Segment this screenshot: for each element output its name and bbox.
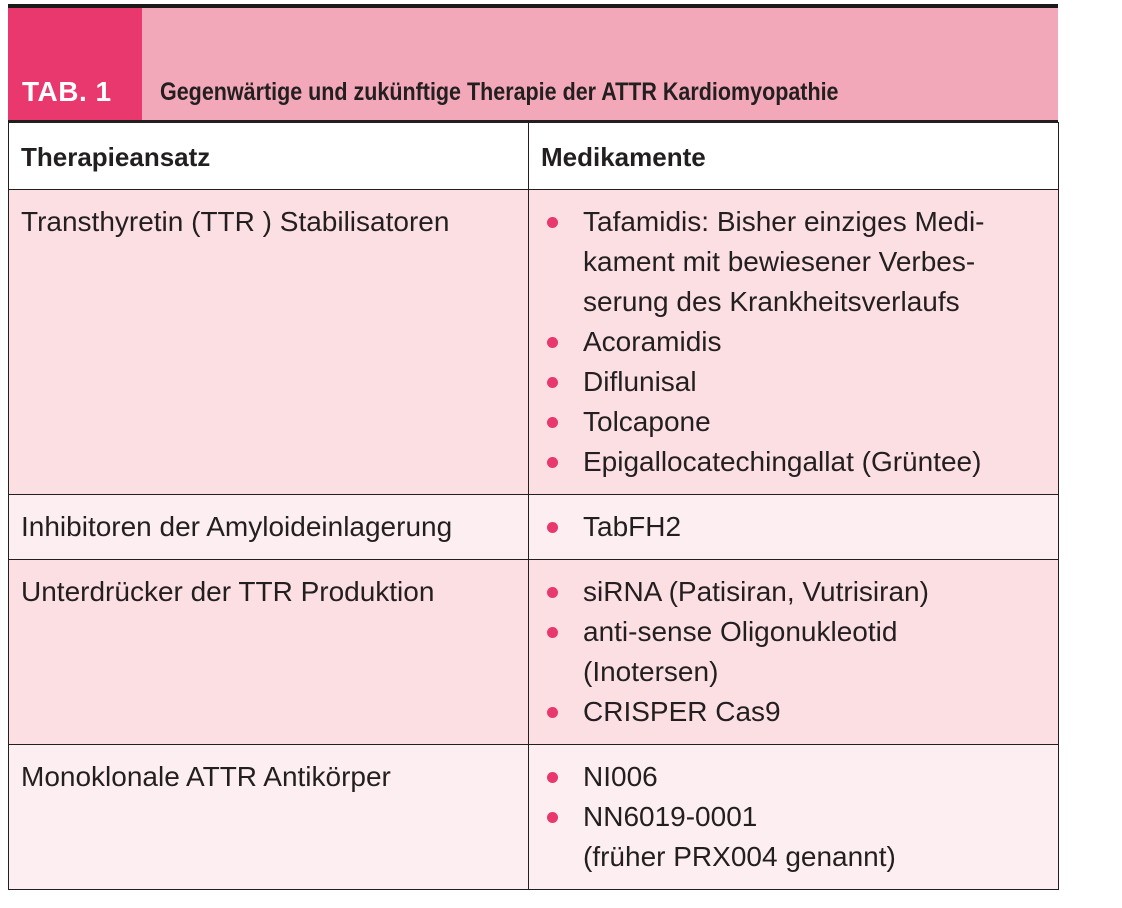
bullet-icon xyxy=(547,812,558,823)
bullet-icon xyxy=(547,707,558,718)
medication-text: siRNA (Patisiran, Vutrisiran) xyxy=(583,576,929,607)
medication-cell xyxy=(529,495,1059,560)
table-row xyxy=(9,560,1059,745)
medication-item xyxy=(541,757,1046,797)
medication-list xyxy=(541,572,1046,732)
header-therapieansatz: Therapieansatz xyxy=(9,123,529,190)
bullet-icon xyxy=(547,772,558,783)
bullet-icon xyxy=(547,217,558,228)
medication-item xyxy=(541,402,1046,442)
medication-text: Epigallocatechingallat (Grüntee) xyxy=(583,446,982,477)
table-row xyxy=(9,495,1059,560)
medication-item xyxy=(541,442,1046,482)
table-row xyxy=(9,745,1059,890)
medication-cell xyxy=(529,560,1059,745)
medication-cell xyxy=(529,190,1059,495)
bullet-icon xyxy=(547,457,558,468)
medication-list xyxy=(541,202,1046,482)
bullet-icon xyxy=(547,377,558,388)
medication-text: NN6019-0001 (früher PRX004 genannt) xyxy=(583,801,896,872)
medication-item xyxy=(541,692,1046,732)
medication-item xyxy=(541,507,1046,547)
medication-text: Tafamidis: Bisher einziges Medi- kament mit bewiesener Verbes- serung des Krankheitsverlaufs xyxy=(583,206,985,317)
therapy-approach-cell: Unterdrücker der TTR Produktion xyxy=(9,560,529,745)
table-title: Gegenwärtige und zukünftige Therapie der ATTR Kardiomyopathie xyxy=(160,78,839,106)
therapy-approach-cell: Monoklonale ATTR Antikörper xyxy=(9,745,529,890)
bullet-icon xyxy=(547,587,558,598)
therapy-approach-cell: Inhibitoren der Amyloideinlagerung xyxy=(9,495,529,560)
table-row xyxy=(9,190,1059,495)
medication-item xyxy=(541,322,1046,362)
medication-cell xyxy=(529,745,1059,890)
bullet-icon xyxy=(547,417,558,428)
table-title-bar xyxy=(8,4,1058,122)
medication-list xyxy=(541,507,1046,547)
medication-text: CRISPER Cas9 xyxy=(583,696,781,727)
medication-text: Acoramidis xyxy=(583,326,722,357)
medication-item xyxy=(541,572,1046,612)
header-row xyxy=(9,123,1059,190)
medication-item xyxy=(541,797,1046,877)
title-divider xyxy=(8,120,1058,122)
bullet-icon xyxy=(547,627,558,638)
table-number-badge xyxy=(8,8,142,122)
medication-text: anti-sense Oligonukleotid (Inotersen) xyxy=(583,616,898,687)
table-body xyxy=(9,190,1059,890)
medication-item xyxy=(541,362,1046,402)
bullet-icon xyxy=(547,522,558,533)
medication-text: Diflunisal xyxy=(583,366,697,397)
table-number: TAB. 1 xyxy=(22,76,112,107)
table-figure xyxy=(8,4,1058,890)
header-medikamente: Medikamente xyxy=(529,123,1059,190)
therapy-table xyxy=(8,122,1059,890)
medication-item xyxy=(541,612,1046,692)
medication-text: NI006 xyxy=(583,761,658,792)
medication-text: Tolcapone xyxy=(583,406,711,437)
medication-text: TabFH2 xyxy=(583,511,682,542)
medication-list xyxy=(541,757,1046,877)
bullet-icon xyxy=(547,337,558,348)
therapy-approach-cell: Transthyretin (TTR ) Stabilisatoren xyxy=(9,190,529,495)
medication-item xyxy=(541,202,1046,322)
